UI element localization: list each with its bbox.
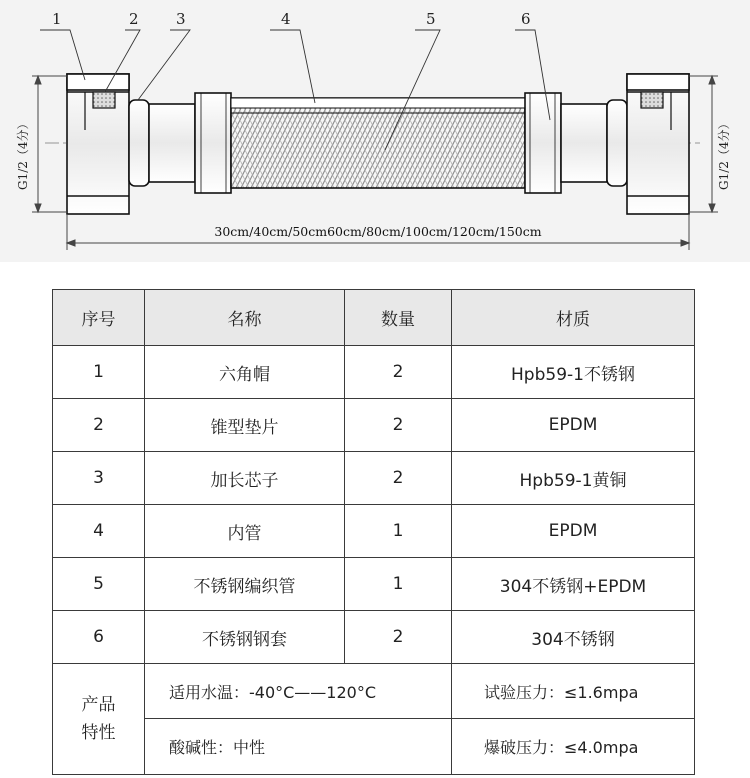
acid-alkali-spec: 酸碱性：中性 — [145, 719, 452, 775]
left-thread-dimension — [32, 76, 67, 212]
row-number: 4 — [53, 505, 145, 558]
row-number: 1 — [53, 346, 145, 399]
right-sleeve — [525, 93, 561, 193]
row-material: 304不锈钢 — [452, 611, 695, 664]
left-thread-label: G1/2（4分） — [16, 117, 30, 190]
row-material: Hpb59-1黄铜 — [452, 452, 695, 505]
row-material: 304不锈钢+EPDM — [452, 558, 695, 611]
temperature-spec: 适用水温：-40°C——120°C — [145, 664, 452, 719]
table-row — [53, 558, 695, 611]
callout-3: 3 — [176, 10, 186, 28]
left-sleeve — [195, 93, 231, 193]
row-quantity: 2 — [345, 452, 452, 505]
property-row-2 — [53, 719, 695, 775]
property-label-line1: 产品 — [81, 695, 116, 715]
spec-table — [52, 289, 695, 775]
row-name: 不锈钢编织管 — [145, 558, 345, 611]
row-material: EPDM — [452, 399, 695, 452]
header-quantity: 数量 — [345, 290, 452, 346]
left-core-insert — [129, 100, 195, 186]
row-number: 5 — [53, 558, 145, 611]
braided-hose — [231, 98, 525, 188]
row-number: 3 — [53, 452, 145, 505]
property-label — [53, 664, 145, 775]
row-quantity: 2 — [345, 611, 452, 664]
header-number: 序号 — [53, 290, 145, 346]
row-material: Hpb59-1不锈钢 — [452, 346, 695, 399]
header-name: 名称 — [145, 290, 345, 346]
row-name: 不锈钢钢套 — [145, 611, 345, 664]
hose-diagram — [0, 0, 750, 262]
row-number: 2 — [53, 399, 145, 452]
row-material: EPDM — [452, 505, 695, 558]
row-name: 内管 — [145, 505, 345, 558]
row-name: 锥型垫片 — [145, 399, 345, 452]
table-header-row — [53, 290, 695, 346]
callout-4: 4 — [281, 10, 291, 28]
row-name: 六角帽 — [145, 346, 345, 399]
callout-6: 6 — [521, 10, 531, 28]
table-row — [53, 399, 695, 452]
property-row-1 — [53, 664, 695, 719]
callout-1: 1 — [52, 10, 62, 28]
property-label-line2: 特性 — [81, 723, 116, 743]
length-label: 30cm/40cm/50cm60cm/80cm/100cm/120cm/150cm — [214, 224, 542, 239]
header-material: 材质 — [452, 290, 695, 346]
right-core-insert — [561, 100, 627, 186]
row-quantity: 2 — [345, 399, 452, 452]
burst-pressure-spec: 爆破压力：≤4.0mpa — [452, 719, 695, 775]
table-row — [53, 452, 695, 505]
row-name: 加长芯子 — [145, 452, 345, 505]
table-row — [53, 346, 695, 399]
row-quantity: 2 — [345, 346, 452, 399]
test-pressure-spec: 试验压力：≤1.6mpa — [452, 664, 695, 719]
hose-drawing — [0, 0, 750, 262]
callout-2: 2 — [129, 10, 139, 28]
row-quantity: 1 — [345, 505, 452, 558]
right-thread-label: G1/2（4分） — [717, 117, 731, 190]
table-row — [53, 611, 695, 664]
row-quantity: 1 — [345, 558, 452, 611]
callout-5: 5 — [426, 10, 436, 28]
row-number: 6 — [53, 611, 145, 664]
right-thread-dimension — [689, 76, 718, 212]
table-row — [53, 505, 695, 558]
